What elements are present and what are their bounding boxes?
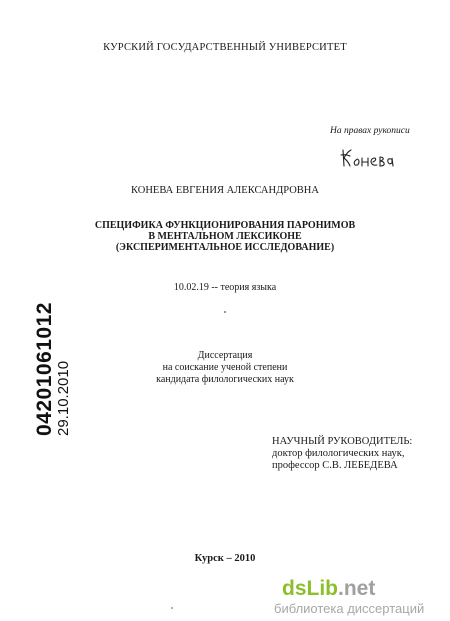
stamp-code: 04201061012: [33, 302, 56, 436]
university-name: КУРСКИЙ ГОСУДАРСТВЕННЫЙ УНИВЕРСИТЕТ: [103, 42, 347, 53]
library-stamp: [34, 302, 72, 436]
watermark-tld: .net: [338, 577, 376, 600]
specialty-code: 10.02.19 -- теория языка: [173, 282, 277, 293]
advisor-line: НАУЧНЫЙ РУКОВОДИТЕЛЬ:: [272, 436, 413, 447]
advisor-line: профессор С.В. ЛЕБЕДЕВА: [272, 460, 398, 471]
degree-line: на соискание ученой степени: [162, 362, 288, 373]
manuscript-note: На правах рукописи: [330, 126, 410, 136]
city-year: Курск – 2010: [194, 553, 256, 564]
watermark-subtitle: библиотека диссертаций: [274, 601, 425, 616]
scientific-advisor: [272, 436, 412, 472]
scan-speck: [171, 607, 173, 609]
handwritten-signature: [340, 146, 396, 175]
watermark-logo: [274, 577, 425, 616]
title-line: В МЕНТАЛЬНОМ ЛЕКСИКОНЕ: [148, 231, 302, 242]
watermark-name: dsLib: [282, 577, 338, 600]
degree-line: Диссертация: [197, 350, 253, 361]
degree-line: кандидата филологических наук: [156, 374, 294, 385]
scan-speck: [224, 311, 226, 313]
title-line: (ЭКСПЕРИМЕНТАЛЬНОЕ ИССЛЕДОВАНИЕ): [115, 242, 335, 253]
stamp-date: 29.10.2010: [55, 360, 72, 436]
dissertation-title: [0, 220, 450, 253]
advisor-line: доктор филологических наук,: [272, 448, 405, 459]
author-name: КОНЕВА ЕВГЕНИЯ АЛЕКСАНДРОВНА: [131, 185, 319, 196]
title-line: СПЕЦИФИКА ФУНКЦИОНИРОВАНИЯ ПАРОНИМОВ: [94, 220, 356, 231]
